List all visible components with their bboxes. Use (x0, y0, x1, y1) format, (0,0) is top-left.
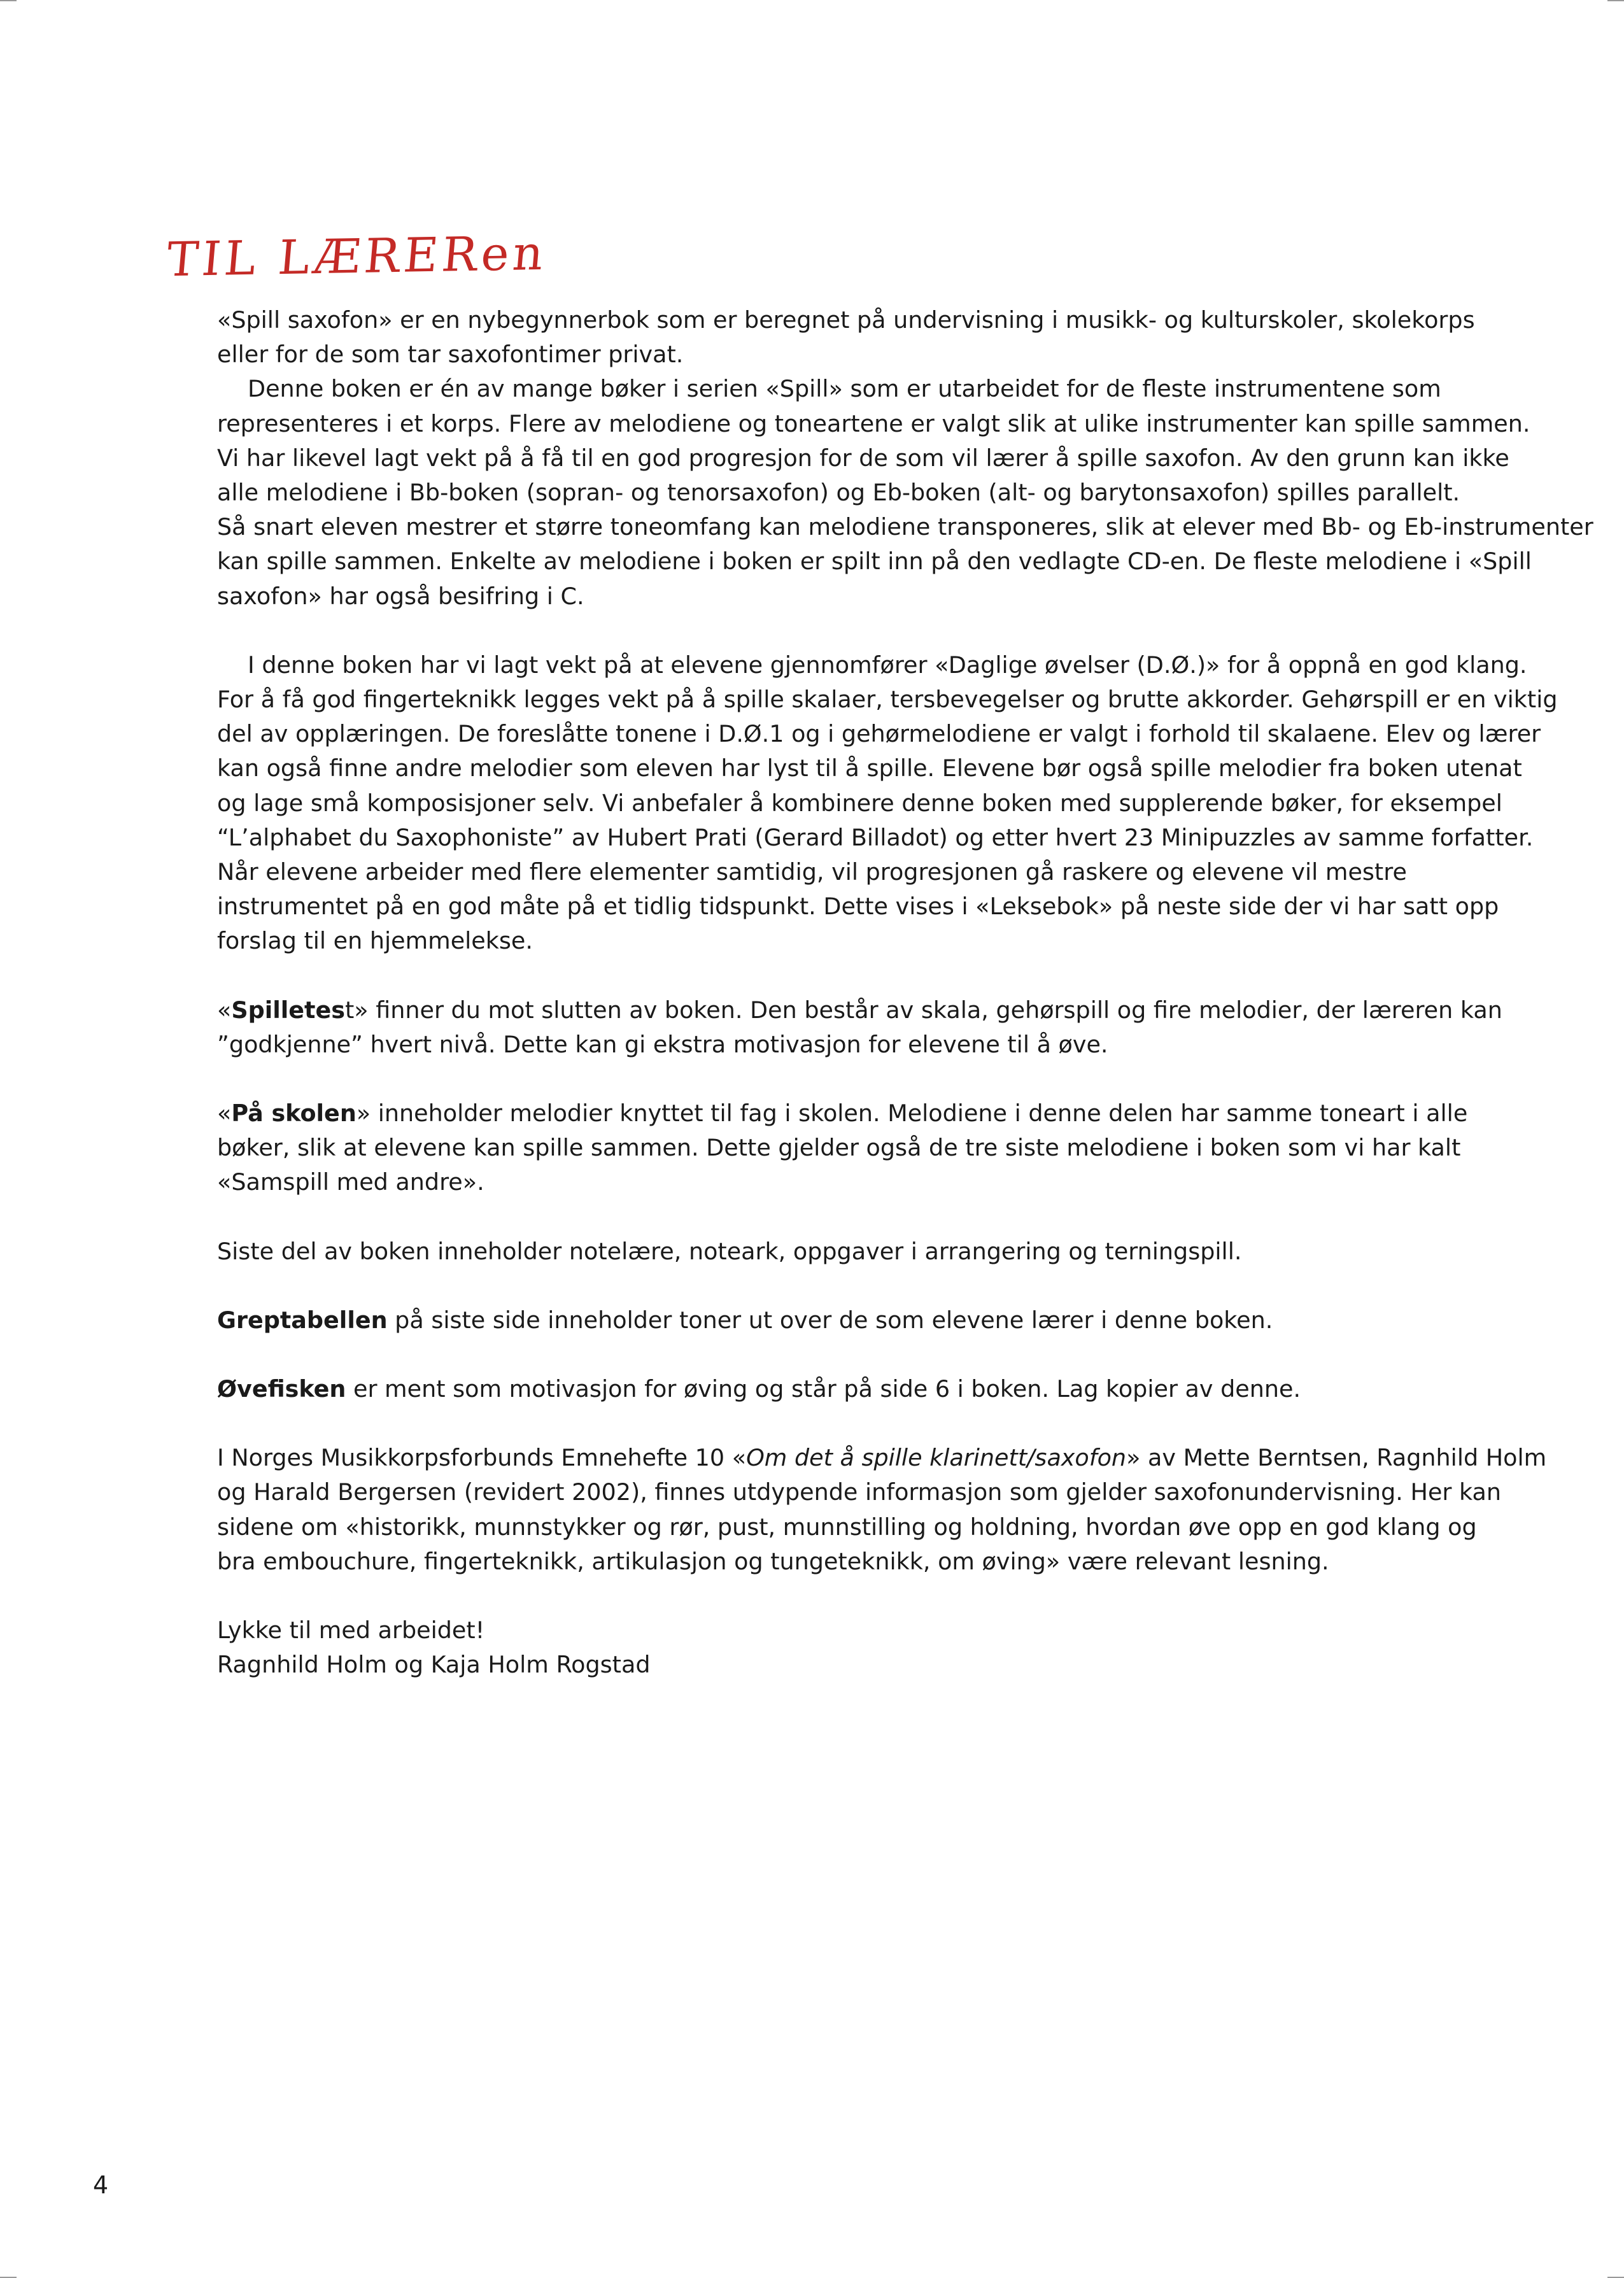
text-line: representeres i et korps. Flere av melodiene og toneartene er valgt slik at ulike instrumenter kan spille sammen. (217, 409, 1530, 437)
text-line: del av opplæringen. De foreslåtte tonene i D.Ø.1 og i gehørmelodiene er valgt i forhold til skalaene. Elev og lærer (217, 720, 1541, 748)
paragraph-spilletest (217, 993, 1509, 1062)
text-line: Vi har likevel lagt vekt på å få til en god progresjon for de som vil lærer å spille saxofon. Av den grunn kan ikke (217, 444, 1509, 472)
text-line (217, 1303, 1509, 1338)
closing-signature (217, 1613, 1509, 1682)
paragraph-gap (217, 1200, 1509, 1235)
text-line: alle melodiene i Bb-boken (sopran- og tenorsaxofon) og Eb-boken (alt- og barytonsaxofon) spilles parallelt. (217, 479, 1460, 507)
text-line: og lage små komposisjoner selv. Vi anbefaler å kombinere denne boken med supplerende bøker, for eksempel (217, 789, 1502, 817)
text-line: «Spill saxofon» er en nybegynnerbok som er beregnet på undervisning i musikk- og kulturskoler, skolekorps (217, 306, 1475, 334)
text-fragment: t» finner du mot slutten av boken. Den består av skala, gehørspill og fire melodier, der læreren kan (344, 996, 1502, 1024)
text-line: kan spille sammen. Enkelte av melodiene i boken er spilt inn på den vedlagte CD-en. De fleste melodiene i «Spill (217, 548, 1532, 576)
paragraph-intro (217, 303, 1593, 614)
text-line (217, 993, 1509, 1028)
text-line: bøker, slik at elevene kan spille sammen. Dette gjelder også de tre siste melodiene i boken som vi har kalt (217, 1134, 1461, 1162)
text-line (217, 1441, 1547, 1475)
text-line: kan også finne andre melodier som eleven har lyst til å spille. Elevene bør også spille melodier fra boken utenat (217, 754, 1522, 782)
author-names: Ragnhild Holm og Kaja Holm Rogstad (217, 1651, 651, 1679)
crop-mark-top-right (1607, 0, 1624, 18)
paragraph-ovefisken (217, 1372, 1509, 1406)
text-fragment: er ment som motivasjon for øving og står på side 6 i boken. Lag kopier av denne. (346, 1375, 1301, 1403)
crop-mark-bottom-right (1607, 2260, 1624, 2278)
closing-greeting: Lykke til med arbeidet! (217, 1617, 485, 1645)
page-title: TIL LÆRERen (164, 225, 550, 288)
text-line: instrumentet på en god måte på et tidlig tidspunkt. Dette vises i «Leksebok» på neste side der vi har satt opp (217, 893, 1499, 921)
paragraph-greptabellen (217, 1303, 1509, 1338)
text-line: Denne boken er én av mange bøker i serien «Spill» som er utarbeidet for de fleste instrumentene som (248, 375, 1441, 403)
text-line: saxofon» har også besifring i C. (217, 582, 584, 610)
text-line: bra embouchure, fingerteknikk, artikulasjon og tungeteknikk, om øving» være relevant lesning. (217, 1547, 1329, 1575)
text-line: “L’alphabet du Saxophoniste” av Hubert Prati (Gerard Billadot) og etter hvert 23 Minipuzzles av samme forfatter. (217, 823, 1534, 851)
text-line: Når elevene arbeider med flere elementer samtidig, vil progresjonen gå raskere og elevene vil mestre (217, 858, 1407, 886)
text-fragment: på siste side inneholder toner ut over de som elevene lærer i denne boken. (387, 1306, 1273, 1334)
paragraph-gap (217, 1062, 1509, 1096)
text-line: «Samspill med andre». (217, 1168, 484, 1196)
text-fragment: » av Mette Berntsen, Ragnhild Holm (1126, 1444, 1547, 1472)
paragraph-pa-skolen (217, 1096, 1509, 1200)
bold-term-pa-skolen: På skolen (231, 1100, 357, 1128)
bold-term-spilletest: Spilletes (231, 996, 345, 1024)
paragraph-gap (217, 1579, 1509, 1613)
text-line: Så snart eleven mestrer et større toneomfang kan melodiene transponeres, slik at elever med Bb- og Eb-instrumenter (217, 513, 1593, 541)
text-fragment: » inneholder melodier knyttet til fag i skolen. Melodiene i denne delen har samme toneart i alle (356, 1100, 1468, 1128)
paragraph-daily-exercises (217, 648, 1558, 959)
text-line: og Harald Bergersen (revidert 2002), finnes utdypende informasjon som gjelder saxofonundervisning. Her kan (217, 1478, 1502, 1506)
text-fragment: « (217, 1100, 232, 1128)
text-line: For å få god fingerteknikk legges vekt på å spille skalaer, tersbevegelser og brutte akkorder. Gehørspill er en viktig (217, 686, 1558, 714)
text-line: eller for de som tar saxofontimer privat. (217, 341, 684, 369)
text-line (217, 1096, 1509, 1131)
text-line: forslag til en hjemmelekse. (217, 927, 533, 955)
paragraph-gap (217, 614, 1509, 648)
crop-mark-top-left (0, 0, 17, 18)
crop-mark-bottom-left (0, 2260, 17, 2278)
bold-term-greptabellen: Greptabellen (217, 1306, 388, 1334)
text-fragment: I Norges Musikkorpsforbunds Emnehefte 10 « (217, 1444, 747, 1472)
text-line: ”godkjenne” hvert nivå. Dette kan gi ekstra motivasjon for elevene til å øve. (217, 1030, 1108, 1058)
paragraph-gap (217, 1406, 1509, 1441)
paragraph-gap (217, 959, 1509, 993)
text-line: Siste del av boken inneholder notelære, noteark, oppgaver i arrangering og terningspill. (217, 1237, 1242, 1265)
text-fragment: « (217, 996, 232, 1024)
paragraph-emnehefte (217, 1441, 1547, 1579)
body-text (217, 303, 1593, 1683)
paragraph-gap (217, 1338, 1509, 1372)
italic-publication-title: Om det å spille klarinett/saxofon (746, 1444, 1127, 1472)
page-number: 4 (93, 2171, 109, 2199)
bold-term-ovefisken: Øvefisken (217, 1375, 346, 1403)
paragraph-gap (217, 1269, 1509, 1303)
paragraph-last-part (217, 1235, 1509, 1269)
text-line: I denne boken har vi lagt vekt på at elevene gjennomfører «Daglige øvelser (D.Ø.)» for å oppnå en god klang. (248, 651, 1527, 679)
text-line: sidene om «historikk, munnstykker og rør, pust, munnstilling og holdning, hvordan øve opp en god klang og (217, 1513, 1477, 1541)
text-line (217, 1372, 1509, 1406)
